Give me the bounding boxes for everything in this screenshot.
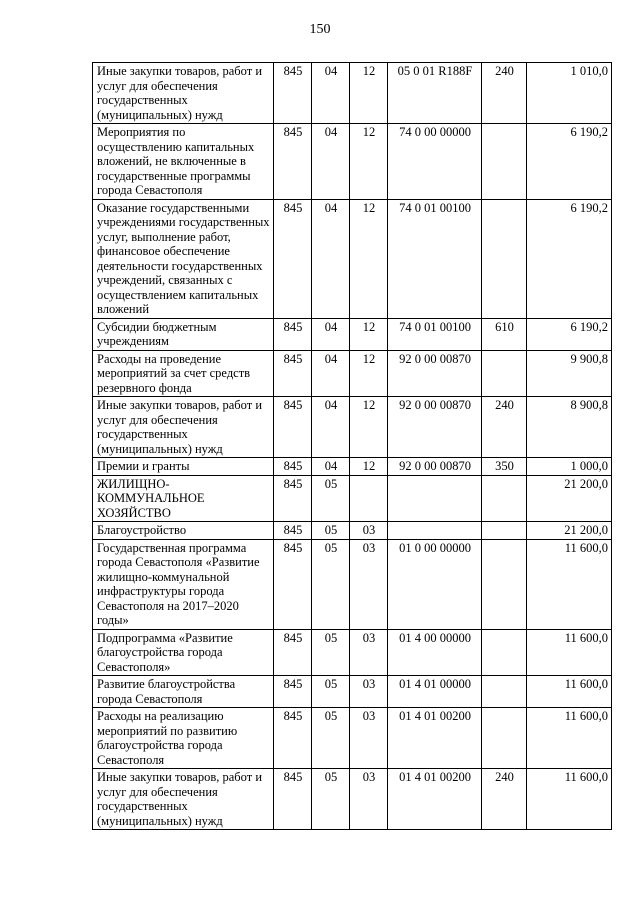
target-code: 05 0 01 R188F: [388, 63, 482, 124]
amount: 11 600,0: [527, 769, 612, 830]
expense-name: Мероприятия по осуществлению капитальных вложений, не включенные в государственные программы города Севастополя: [93, 124, 274, 200]
target-code: 01 4 01 00000: [388, 676, 482, 708]
gr-code: 845: [274, 629, 312, 676]
table-row: [93, 397, 612, 458]
vr-code: [482, 676, 527, 708]
expense-name: Государственная программа города Севастополя «Развитие жилищно-коммунальной инфраструктуры города Севастополя на 2017–2020 годы»: [93, 539, 274, 629]
amount: 6 190,2: [527, 318, 612, 350]
vr-code: 240: [482, 397, 527, 458]
target-code: 01 0 00 00000: [388, 539, 482, 629]
vr-code: [482, 124, 527, 200]
target-code: 01 4 00 00000: [388, 629, 482, 676]
vr-code: 350: [482, 458, 527, 476]
vr-code: 240: [482, 769, 527, 830]
rz-code: 05: [312, 676, 350, 708]
gr-code: 845: [274, 522, 312, 540]
gr-code: 845: [274, 769, 312, 830]
target-code: 74 0 00 00000: [388, 124, 482, 200]
vr-code: [482, 350, 527, 397]
pr-code: 12: [350, 318, 388, 350]
pr-code: 12: [350, 63, 388, 124]
gr-code: 845: [274, 708, 312, 769]
rz-code: 04: [312, 199, 350, 318]
gr-code: 845: [274, 539, 312, 629]
vr-code: [482, 522, 527, 540]
table-row: [93, 539, 612, 629]
expense-name: Развитие благоустройства города Севастополя: [93, 676, 274, 708]
gr-code: 845: [274, 676, 312, 708]
amount: 11 600,0: [527, 676, 612, 708]
table-row: [93, 522, 612, 540]
table-row: [93, 458, 612, 476]
target-code: 01 4 01 00200: [388, 708, 482, 769]
gr-code: 845: [274, 124, 312, 200]
rz-code: 05: [312, 629, 350, 676]
expense-name: Премии и гранты: [93, 458, 274, 476]
pr-code: 12: [350, 124, 388, 200]
rz-code: 05: [312, 708, 350, 769]
rz-code: 04: [312, 63, 350, 124]
vr-code: 610: [482, 318, 527, 350]
gr-code: 845: [274, 397, 312, 458]
table-row: [93, 199, 612, 318]
vr-code: [482, 708, 527, 769]
expense-name: Иные закупки товаров, работ и услуг для обеспечения государственных (муниципальных) нужд: [93, 397, 274, 458]
expense-name: Иные закупки товаров, работ и услуг для обеспечения государственных (муниципальных) нужд: [93, 769, 274, 830]
rz-code: 04: [312, 124, 350, 200]
gr-code: 845: [274, 63, 312, 124]
vr-code: 240: [482, 63, 527, 124]
rz-code: 05: [312, 539, 350, 629]
expense-name: ЖИЛИЩНО-КОММУНАЛЬНОЕ ХОЗЯЙСТВО: [93, 475, 274, 522]
table-row: [93, 769, 612, 830]
pr-code: 03: [350, 676, 388, 708]
table-row: [93, 676, 612, 708]
target-code: 74 0 01 00100: [388, 318, 482, 350]
pr-code: [350, 475, 388, 522]
expense-name: Расходы на проведение мероприятий за счет средств резервного фонда: [93, 350, 274, 397]
vr-code: [482, 539, 527, 629]
amount: 8 900,8: [527, 397, 612, 458]
table-row: [93, 124, 612, 200]
gr-code: 845: [274, 199, 312, 318]
expense-name: Субсидии бюджетным учреждениям: [93, 318, 274, 350]
page-number: 150: [309, 22, 331, 37]
target-code: 92 0 00 00870: [388, 458, 482, 476]
table-row: [93, 708, 612, 769]
expense-name: Иные закупки товаров, работ и услуг для обеспечения государственных (муниципальных) нужд: [93, 63, 274, 124]
table-row: [93, 63, 612, 124]
expense-name: Оказание государственными учреждениями государственных услуг, выполнение работ, финансовое обеспечение деятельности государственных учреждений, связанных с осуществлением капитальных вложений: [93, 199, 274, 318]
pr-code: 12: [350, 458, 388, 476]
amount: 11 600,0: [527, 629, 612, 676]
gr-code: 845: [274, 318, 312, 350]
table-row: [93, 318, 612, 350]
amount: 1 010,0: [527, 63, 612, 124]
target-code: 92 0 00 00870: [388, 397, 482, 458]
amount: 21 200,0: [527, 475, 612, 522]
expense-name: Подпрограмма «Развитие благоустройства города Севастополя»: [93, 629, 274, 676]
target-code: 74 0 01 00100: [388, 199, 482, 318]
target-code: [388, 522, 482, 540]
rz-code: 05: [312, 769, 350, 830]
expense-name: Благоустройство: [93, 522, 274, 540]
amount: 9 900,8: [527, 350, 612, 397]
rz-code: 04: [312, 397, 350, 458]
vr-code: [482, 475, 527, 522]
pr-code: 03: [350, 522, 388, 540]
amount: 1 000,0: [527, 458, 612, 476]
pr-code: 03: [350, 629, 388, 676]
amount: 11 600,0: [527, 708, 612, 769]
budget-table: [92, 62, 612, 830]
rz-code: 04: [312, 318, 350, 350]
table-row: [93, 475, 612, 522]
target-code: 92 0 00 00870: [388, 350, 482, 397]
amount: 6 190,2: [527, 199, 612, 318]
table-row: [93, 629, 612, 676]
target-code: 01 4 01 00200: [388, 769, 482, 830]
vr-code: [482, 199, 527, 318]
amount: 11 600,0: [527, 539, 612, 629]
amount: 21 200,0: [527, 522, 612, 540]
rz-code: 04: [312, 350, 350, 397]
table-body: [93, 63, 612, 830]
pr-code: 03: [350, 708, 388, 769]
pr-code: 03: [350, 769, 388, 830]
pr-code: 03: [350, 539, 388, 629]
pr-code: 12: [350, 397, 388, 458]
vr-code: [482, 629, 527, 676]
rz-code: 04: [312, 458, 350, 476]
gr-code: 845: [274, 458, 312, 476]
target-code: [388, 475, 482, 522]
rz-code: 05: [312, 522, 350, 540]
gr-code: 845: [274, 350, 312, 397]
gr-code: 845: [274, 475, 312, 522]
table-row: [93, 350, 612, 397]
amount: 6 190,2: [527, 124, 612, 200]
pr-code: 12: [350, 350, 388, 397]
pr-code: 12: [350, 199, 388, 318]
rz-code: 05: [312, 475, 350, 522]
expense-name: Расходы на реализацию мероприятий по развитию благоустройства города Севастополя: [93, 708, 274, 769]
